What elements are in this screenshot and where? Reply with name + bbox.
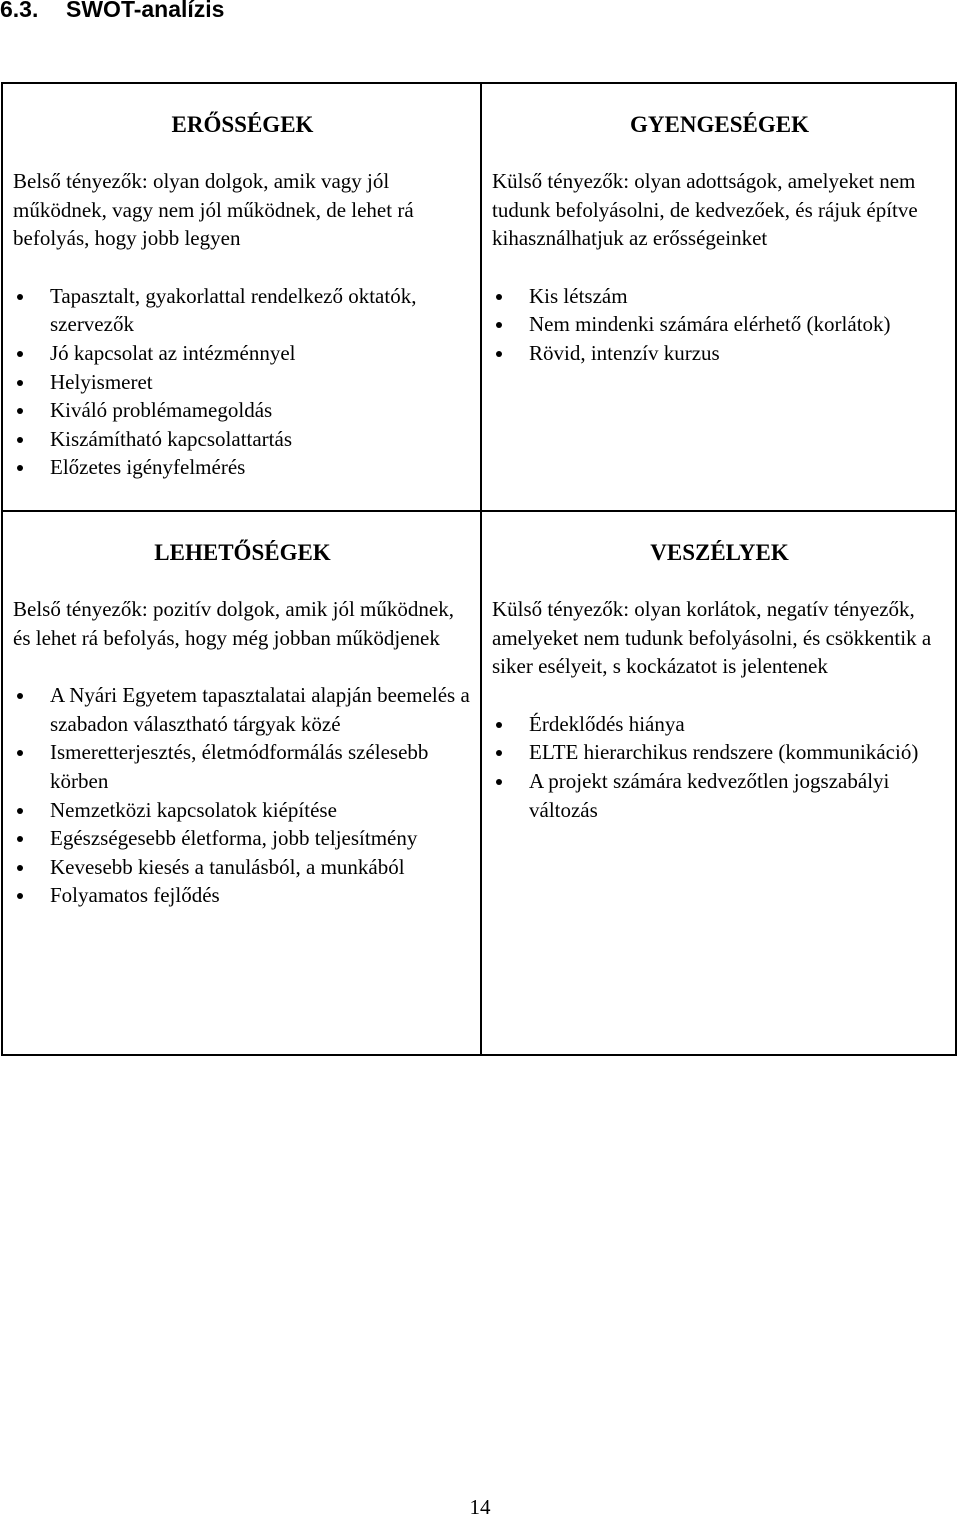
section-title: SWOT-analízis [66, 0, 225, 22]
opportunities-list [13, 681, 472, 910]
list-item: Érdeklődés hiánya [492, 710, 947, 739]
weaknesses-title: GYENGESÉGEK [630, 112, 809, 137]
list-item: Folyamatos fejlődés [13, 881, 472, 910]
list-item: Kiszámítható kapcsolattartás [13, 425, 472, 454]
threats-description: Külső tényezők: olyan korlátok, negatív tényezők, amelyeket nem tudunk befolyásolni, és csökkentik a siker esélyeit, s kockázatot is jelentenek [492, 597, 932, 679]
section-heading [0, 0, 224, 23]
threats-list [492, 710, 947, 824]
list-item: Előzetes igényfelmérés [13, 453, 472, 482]
list-item: Nem mindenki számára elérhető (korlátok) [492, 310, 947, 339]
list-item: ELTE hierarchikus rendszere (kommunikáció) [492, 738, 947, 767]
opportunities-cell [2, 511, 481, 1055]
page-number: 14 [469, 1495, 491, 1519]
list-item: Rövid, intenzív kurzus [492, 339, 947, 368]
weaknesses-cell [481, 83, 956, 511]
list-item: Jó kapcsolat az intézménnyel [13, 339, 472, 368]
opportunities-description: Belső tényezők: pozitív dolgok, amik jól működnek, és lehet rá befolyás, hogy még jobban működjenek [13, 597, 454, 650]
strengths-list [13, 282, 472, 482]
list-item: Helyismeret [13, 368, 472, 397]
strengths-description: Belső tényezők: olyan dolgok, amik vagy jól működnek, vagy nem jól működnek, de lehet rá befolyás, hogy jobb legyen [13, 169, 414, 251]
weaknesses-list [492, 282, 947, 368]
list-item: Tapasztalt, gyakorlattal rendelkező oktatók, szervezők [13, 282, 472, 339]
threats-title: VESZÉLYEK [650, 540, 789, 565]
list-item: A projekt számára kedvezőtlen jogszabályi változás [492, 767, 947, 824]
opportunities-title: LEHETŐSÉGEK [154, 540, 331, 565]
swot-table [1, 82, 957, 1056]
section-number: 6.3. [0, 0, 39, 22]
strengths-title: ERŐSSÉGEK [171, 112, 314, 137]
list-item: Egészségesebb életforma, jobb teljesítmény [13, 824, 472, 853]
list-item: Kiváló problémamegoldás [13, 396, 472, 425]
list-item: Kis létszám [492, 282, 947, 311]
list-item: Kevesebb kiesés a tanulásból, a munkából [13, 853, 472, 882]
weaknesses-description: Külső tényezők: olyan adottságok, amelyeket nem tudunk befolyásolni, de kedvezőek, és rájuk építve kihasználhatjuk az erősségeinket [492, 169, 918, 251]
threats-cell [481, 511, 956, 1055]
strengths-cell [2, 83, 481, 511]
swot-row-internal [2, 83, 956, 511]
list-item: A Nyári Egyetem tapasztalatai alapján beemelés a szabadon választható tárgyak közé [13, 681, 472, 738]
swot-row-external [2, 511, 956, 1055]
list-item: Ismeretterjesztés, életmódformálás szélesebb körben [13, 738, 472, 795]
list-item: Nemzetközi kapcsolatok kiépítése [13, 796, 472, 825]
